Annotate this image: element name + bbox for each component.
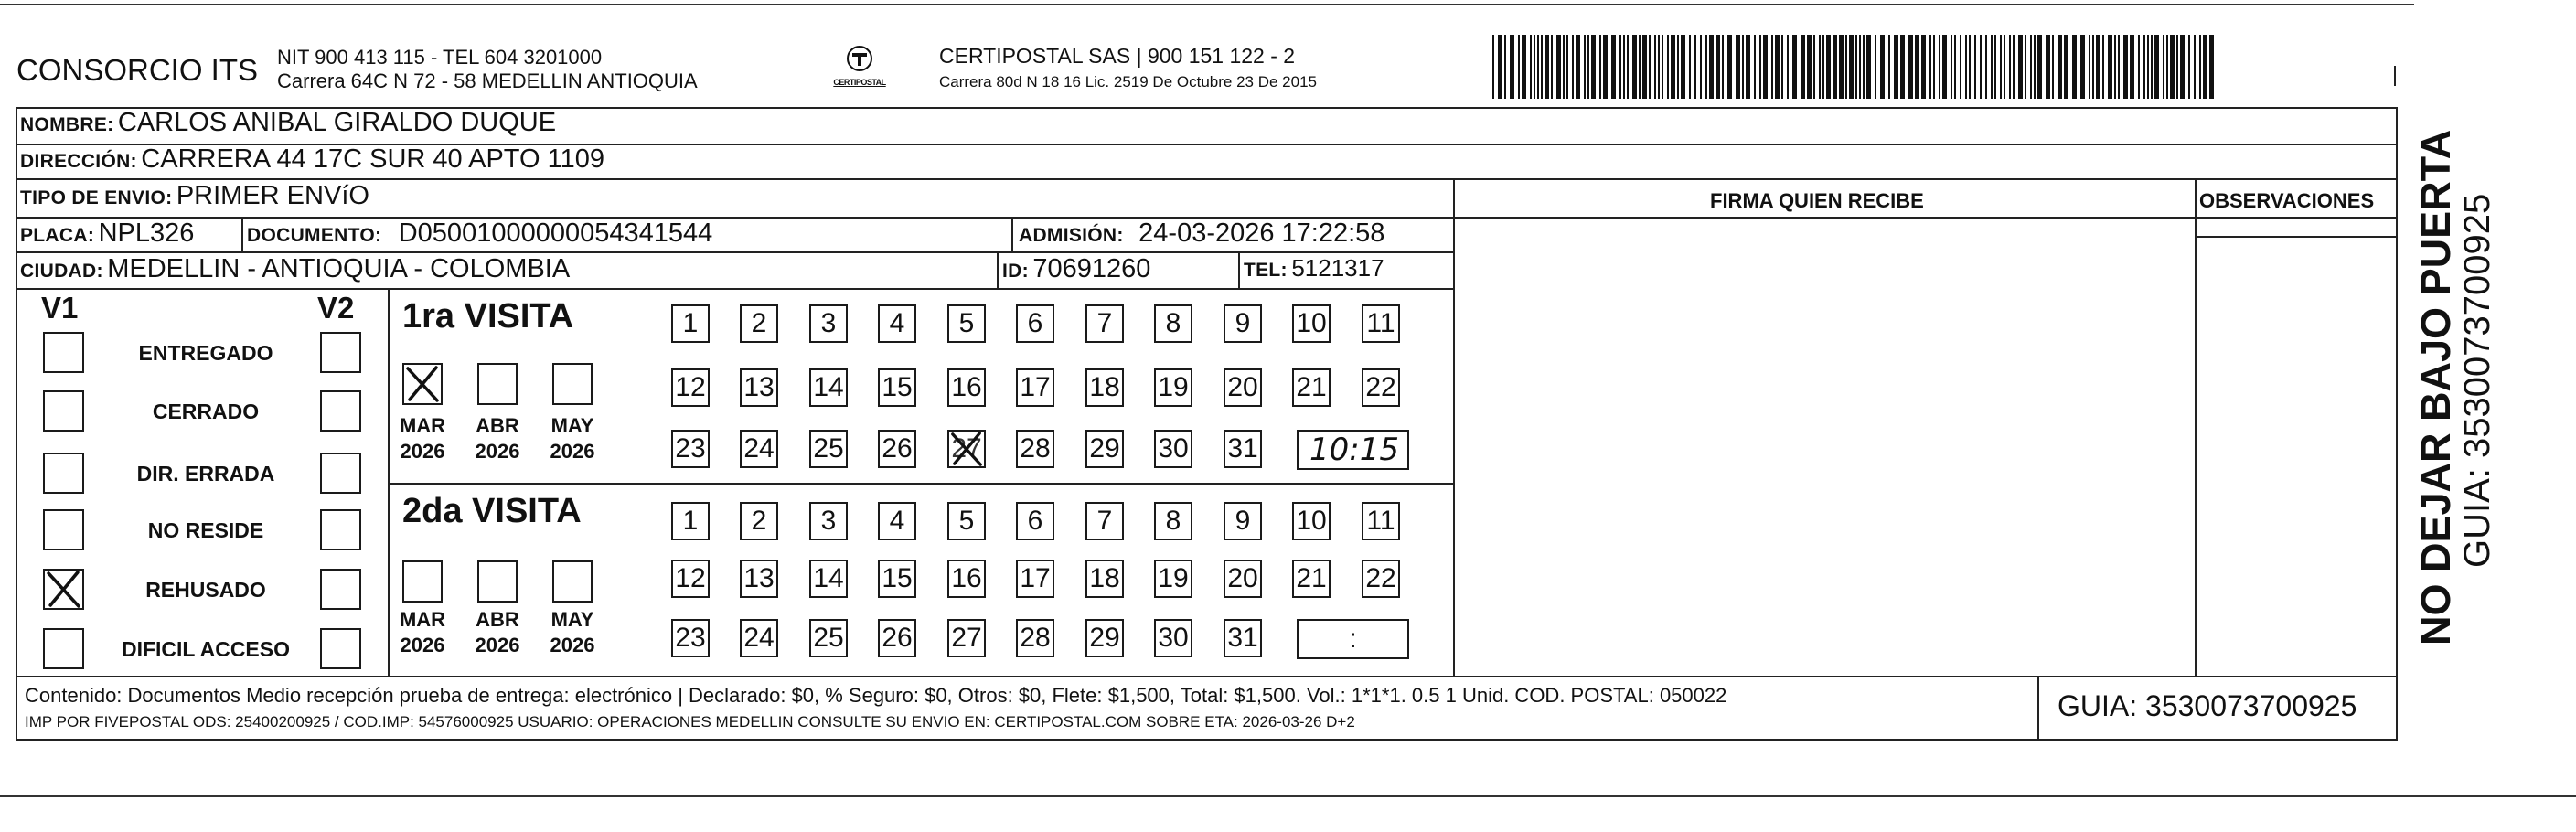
barcode-bar (1908, 35, 1913, 99)
tipo-label: TIPO DE ENVIO: (20, 187, 173, 208)
visit2-day-11[interactable]: 11 (1362, 502, 1400, 540)
visit2-day-3[interactable]: 3 (809, 502, 848, 540)
month-name: MAR (399, 414, 446, 437)
courier-line1: CERTIPOSTAL SAS | 900 151 122 - 2 (939, 44, 1296, 68)
v2-checkbox-no-reside[interactable] (320, 509, 361, 550)
barcode-bar (1951, 35, 1952, 99)
status-label-dir-errada: DIR. ERRADA (136, 462, 275, 485)
visit2-month-checkbox-may[interactable] (552, 560, 593, 603)
barcode-bar (2096, 35, 2100, 99)
visit2-day-28[interactable]: 28 (1016, 619, 1054, 657)
visit2-day-24[interactable]: 24 (740, 619, 778, 657)
barcode-bar (2058, 35, 2062, 99)
barcode-bar (1510, 35, 1514, 99)
barcode-bar (2147, 35, 2149, 99)
barcode-bar (2034, 35, 2036, 99)
barcode-bar (1781, 35, 1783, 99)
barcode-bar (2123, 35, 2128, 99)
top-border (0, 4, 2414, 5)
visit2-day-2[interactable]: 2 (740, 502, 778, 540)
visit1-day-8[interactable]: 8 (1154, 304, 1192, 343)
sender-company: CONSORCIO ITS (16, 53, 259, 87)
visit1-day-28[interactable]: 28 (1016, 430, 1054, 468)
visit1-day-18[interactable]: 18 (1085, 368, 1124, 407)
barcode-bar (2163, 35, 2164, 99)
documento-field (247, 219, 712, 249)
v1-checkbox-rehusado[interactable] (43, 569, 84, 610)
barcode-bar (1716, 35, 1720, 99)
barcode-bar (1921, 35, 1926, 99)
visit1-day-26[interactable]: 26 (878, 430, 916, 468)
barcode-bar (1771, 35, 1773, 99)
barcode-bar (1504, 35, 1506, 99)
barcode-bar (1960, 35, 1961, 99)
barcode-bar (1819, 35, 1821, 99)
visit1-day-5[interactable]: 5 (947, 304, 986, 343)
barcode-bar (1642, 35, 1647, 99)
barcode-bar (1649, 35, 1651, 99)
placa-label: PLACA: (20, 225, 95, 246)
side-title: NO DEJAR BAJO PUERTA (2412, 129, 2459, 645)
v1-checkbox-entregado[interactable] (43, 332, 84, 373)
barcode-bar (2151, 35, 2153, 99)
edge-mark (2394, 66, 2396, 86)
barcode-bar (2064, 35, 2068, 99)
barcode-bar (1787, 35, 1789, 99)
barcode-bar (1974, 35, 1976, 99)
barcode-bar (1518, 35, 1520, 99)
direccion-value: CARRERA 44 17C SUR 40 APTO 1109 (141, 144, 604, 174)
ciudad-label: CIUDAD: (20, 261, 103, 282)
barcode-bar (1754, 35, 1756, 99)
visit1-day-30[interactable]: 30 (1154, 430, 1192, 468)
id-value: 70691260 (1032, 254, 1151, 283)
month-year: 2026 (400, 634, 445, 656)
barcode-bar (1763, 35, 1768, 99)
nombre-value: CARLOS ANIBAL GIRALDO DUQUE (117, 108, 557, 137)
visit1-day-1[interactable]: 1 (671, 304, 710, 343)
month-year: 2026 (475, 440, 520, 463)
visit1-day-7[interactable]: 7 (1085, 304, 1124, 343)
barcode-bar (1530, 35, 1532, 99)
visit1-day-27[interactable] (947, 430, 986, 468)
visit2-day-21[interactable]: 21 (1292, 560, 1331, 598)
barcode-bar (1599, 35, 1601, 99)
visit2-day-27[interactable]: 27 (947, 619, 986, 657)
barcode-bar (1566, 35, 1568, 99)
barcode-bar (2004, 35, 2005, 99)
id-label: ID: (1002, 261, 1029, 282)
month-year: 2026 (400, 440, 445, 463)
barcode-bar (1587, 35, 1589, 99)
visit2-day-25[interactable]: 25 (809, 619, 848, 657)
footer-imp-line: IMP POR FIVEPOSTAL ODS: 25400200925 / COD.IMP: 54576000925 USUARIO: OPERACIONES MEDELLIN CONSULTE SU ENVIO EN: CERTIPOSTAL.COM SOBRE ETA: 2026-03-26 D+2 (25, 713, 1355, 731)
direccion-field (20, 144, 604, 175)
visit2-day-1[interactable]: 1 (671, 502, 710, 540)
barcode-bar (1498, 35, 1502, 99)
month-name: MAR (399, 608, 446, 631)
barcode-bar (2052, 35, 2054, 99)
barcode-bar (1619, 35, 1621, 99)
month-name: MAY (550, 608, 594, 631)
barcode-bar (1969, 35, 1971, 99)
nombre-field (20, 108, 556, 138)
visit2-day-16[interactable]: 16 (947, 560, 986, 598)
barcode-bar (2203, 35, 2207, 99)
v2-checkbox-dificil-acceso[interactable] (320, 628, 361, 669)
firma-header: FIRMA QUIEN RECIBE (1710, 189, 1924, 212)
barcode-bar (1933, 35, 1935, 99)
v2-checkbox-entregado[interactable] (320, 332, 361, 373)
barcode-bar (2080, 35, 2085, 99)
barcode-bar (1866, 35, 1871, 99)
visit2-day-19[interactable]: 19 (1154, 560, 1192, 598)
barcode-bar (2013, 35, 2015, 99)
barcode-bar (1623, 35, 1625, 99)
visit1-day-17[interactable]: 17 (1016, 368, 1054, 407)
sender-nit-line: NIT 900 413 115 - TEL 604 3201000 (277, 46, 603, 69)
id-field (1002, 254, 1150, 284)
barcode-bar (1556, 35, 1561, 99)
admision-field (1019, 219, 1384, 249)
status-label-entregado: ENTREGADO (138, 341, 273, 365)
direccion-label: DIRECCIÓN: (20, 151, 137, 172)
barcode-bar (1746, 35, 1750, 99)
visit1-day-29[interactable]: 29 (1085, 430, 1124, 468)
barcode-bar (1591, 35, 1596, 99)
visit2-month-checkbox-mar[interactable] (402, 560, 443, 603)
status-label-rehusado: REHUSADO (145, 578, 266, 602)
barcode-bar (1727, 35, 1732, 99)
visit1-month-checkbox-abr[interactable] (477, 363, 518, 405)
barcode-bar (1742, 35, 1744, 99)
tipo-value: PRIMER ENVíO (176, 181, 369, 210)
courier-line2: Carrera 80d N 18 16 Lic. 2519 De Octubre 23 De 2015 (939, 73, 1317, 91)
barcode-bar (1584, 35, 1586, 99)
v2-checkbox-rehusado[interactable] (320, 569, 361, 610)
visit1-day-15[interactable]: 15 (878, 368, 916, 407)
barcode-bar (1563, 35, 1565, 99)
observaciones-header: OBSERVACIONES (2199, 189, 2375, 212)
barcode-bar (2170, 35, 2175, 99)
visit1-title: 1ra VISITA (402, 297, 574, 336)
visit2-day-18[interactable]: 18 (1085, 560, 1124, 598)
side-guia: GUIA: 3530073700925 (2457, 193, 2497, 568)
visit1-month-label-abr (465, 413, 529, 464)
barcode-bar (1863, 35, 1865, 99)
x-mark-icon (404, 365, 441, 403)
barcode-bar (1705, 35, 1707, 99)
barcode-bar (1576, 35, 1580, 99)
tipo-field (20, 181, 369, 211)
barcode-bar (2118, 35, 2120, 99)
barcode-bar (2154, 35, 2159, 99)
visit1-day-4[interactable]: 4 (878, 304, 916, 343)
visit1-month-checkbox-may[interactable] (552, 363, 593, 405)
certipostal-logo (818, 44, 901, 99)
ciudad-value: MEDELLIN - ANTIOQUIA - COLOMBIA (107, 254, 571, 283)
v1-checkbox-no-reside[interactable] (43, 509, 84, 550)
barcode-bar (1658, 35, 1660, 99)
barcode-bar (1572, 35, 1574, 99)
barcode-bar (1522, 35, 1526, 99)
barcode-bar (2025, 35, 2026, 99)
barcode-bar (1534, 35, 1535, 99)
barcode-bar (1681, 35, 1685, 99)
barcode-bar (2143, 35, 2145, 99)
logo-emblem-icon (839, 44, 880, 73)
day-x-mark-icon (949, 432, 984, 466)
barcode-bar (1839, 35, 1844, 99)
admision-value: 24-03-2026 17:22:58 (1138, 219, 1385, 248)
barcode-bar (1627, 35, 1629, 99)
barcode-bar (2188, 35, 2190, 99)
visit2-day-14[interactable]: 14 (809, 560, 848, 598)
barcode-bar (1603, 35, 1608, 99)
visit2-day-7[interactable]: 7 (1085, 502, 1124, 540)
barcode-bar (1759, 35, 1761, 99)
visit2-day-26[interactable]: 26 (878, 619, 916, 657)
barcode-bar (1849, 35, 1854, 99)
tel-label: TEL: (1244, 260, 1288, 281)
barcode-bar (2018, 35, 2023, 99)
visit2-hour-box[interactable]: : (1297, 619, 1409, 659)
visit1-day-9[interactable]: 9 (1224, 304, 1262, 343)
nombre-label: NOMBRE: (20, 114, 114, 135)
month-year: 2026 (550, 440, 595, 463)
barcode-bar (1671, 35, 1675, 99)
visit2-month-label-mar (390, 607, 454, 658)
barcode-bar (1632, 35, 1637, 99)
visit1-day-10[interactable]: 10 (1292, 304, 1331, 343)
documento-label: DOCUMENTO: (247, 225, 382, 246)
visit2-month-label-abr (465, 607, 529, 658)
admision-label: ADMISIÓN: (1019, 225, 1124, 246)
barcode-bar (1662, 35, 1663, 99)
barcode-bar (2037, 35, 2042, 99)
visit1-day-31[interactable]: 31 (1224, 430, 1262, 468)
barcode-bar (1991, 35, 1993, 99)
barcode-bar (2138, 35, 2140, 99)
v2-header: V2 (317, 291, 355, 325)
visit1-day-12[interactable]: 12 (671, 368, 710, 407)
barcode-bar (1900, 35, 1905, 99)
tel-value: 5121317 (1291, 254, 1384, 282)
form-frame (16, 107, 2398, 741)
barcode-bar (1537, 35, 1539, 99)
v1-checkbox-dificil-acceso[interactable] (43, 628, 84, 669)
barcode-bar (1709, 35, 1714, 99)
visit2-day-9[interactable]: 9 (1224, 502, 1262, 540)
visit2-day-13[interactable]: 13 (740, 560, 778, 598)
barcode-bar (1826, 35, 1831, 99)
v1-checkbox-dir-errada[interactable] (43, 453, 84, 494)
barcode-bar (1822, 35, 1824, 99)
barcode-bar (1700, 35, 1702, 99)
visit1-day-3[interactable]: 3 (809, 304, 848, 343)
barcode-bar (1915, 35, 1919, 99)
barcode-bar (2114, 35, 2116, 99)
visit2-day-17[interactable]: 17 (1016, 560, 1054, 598)
visit1-day-2[interactable]: 2 (740, 304, 778, 343)
barcode-bar (1894, 35, 1898, 99)
barcode-bar (1551, 35, 1553, 99)
visit1-month-checkbox-mar[interactable] (402, 363, 443, 405)
visit2-title: 2da VISITA (402, 492, 582, 530)
visit2-day-23[interactable]: 23 (671, 619, 710, 657)
visit2-day-15[interactable]: 15 (878, 560, 916, 598)
visit2-day-29[interactable]: 29 (1085, 619, 1124, 657)
v1-checkbox-cerrado[interactable] (43, 390, 84, 432)
barcode-bar (1639, 35, 1641, 99)
barcode-bar (1939, 35, 1940, 99)
visit2-day-5[interactable]: 5 (947, 502, 986, 540)
visit2-day-30[interactable]: 30 (1154, 619, 1192, 657)
month-year: 2026 (550, 634, 595, 656)
barcode-bar (2009, 35, 2011, 99)
visit1-month-label-may (540, 413, 604, 464)
barcode-bar (2072, 35, 2077, 99)
logo-text: CERTIPOSTAL (833, 78, 886, 87)
barcode-bar (2089, 35, 2090, 99)
month-year: 2026 (475, 634, 520, 656)
visit1-day-24[interactable]: 24 (740, 430, 778, 468)
visit1-day-20[interactable]: 20 (1224, 368, 1262, 407)
barcode-bar (2166, 35, 2168, 99)
visit2-day-22[interactable]: 22 (1362, 560, 1400, 598)
barcode-bar (1859, 35, 1861, 99)
barcode-bar (1875, 35, 1876, 99)
barcode-bar (1855, 35, 1857, 99)
day-number: 27 (951, 433, 982, 464)
visit1-day-16[interactable]: 16 (947, 368, 986, 407)
v1-header: V1 (41, 291, 79, 325)
barcode-bar (1954, 35, 1956, 99)
barcode-bar (1654, 35, 1656, 99)
sender-address-line: Carrera 64C N 72 - 58 MEDELLIN ANTIOQUIA (277, 69, 698, 92)
barcode-bar (2108, 35, 2112, 99)
visit1-day-22[interactable]: 22 (1362, 368, 1400, 407)
visit2-day-6[interactable]: 6 (1016, 502, 1054, 540)
barcode-bar (1813, 35, 1815, 99)
barcode-bar (2046, 35, 2050, 99)
visit1-month-label-mar (390, 413, 454, 464)
visit2-day-31[interactable]: 31 (1224, 619, 1262, 657)
v2-checkbox-dir-errada[interactable] (320, 453, 361, 494)
visit1-day-13[interactable]: 13 (740, 368, 778, 407)
visit2-day-10[interactable]: 10 (1292, 502, 1331, 540)
visit1-hour-box[interactable]: 10:15 (1297, 430, 1409, 470)
visit1-day-11[interactable]: 11 (1362, 304, 1400, 343)
barcode-bar (2130, 35, 2134, 99)
placa-value: NPL326 (98, 219, 195, 248)
documento-value: D05001000000054341544 (398, 219, 713, 248)
barcode-bar (1677, 35, 1679, 99)
barcode-bar (1722, 35, 1724, 99)
barcode-bar (1807, 35, 1812, 99)
barcode-bar (1880, 35, 1885, 99)
barcode-bar (2030, 35, 2032, 99)
footer-guia: GUIA: 3530073700925 (2058, 689, 2357, 722)
barcode-bar (1965, 35, 1967, 99)
placa-field (20, 219, 194, 249)
barcode-bar (1736, 35, 1740, 99)
status-label-cerrado: CERRADO (152, 400, 260, 423)
barcode-bar (2176, 35, 2178, 99)
barcode-bar (2102, 35, 2104, 99)
barcode-bar (1845, 35, 1847, 99)
barcode (1492, 35, 2224, 99)
barcode-bar (2194, 35, 2196, 99)
barcode-bar (1492, 35, 1494, 99)
barcode-bar (1541, 35, 1543, 99)
month-name: ABR (476, 414, 519, 437)
visit2-day-4[interactable]: 4 (878, 502, 916, 540)
barcode-bar (1888, 35, 1890, 99)
visit1-day-14[interactable]: 14 (809, 368, 848, 407)
barcode-bar (2180, 35, 2185, 99)
barcode-bar (2199, 35, 2201, 99)
status-label-dificil-acceso: DIFICIL ACCESO (121, 637, 290, 661)
visit2-day-12[interactable]: 12 (671, 560, 710, 598)
visit1-day-6[interactable]: 6 (1016, 304, 1054, 343)
visit2-month-checkbox-abr[interactable] (477, 560, 518, 603)
month-name: ABR (476, 608, 519, 631)
visit2-day-8[interactable]: 8 (1154, 502, 1192, 540)
barcode-bar (1801, 35, 1805, 99)
tel-field (1244, 254, 1384, 283)
visit2-day-20[interactable]: 20 (1224, 560, 1262, 598)
barcode-bar (1942, 35, 1947, 99)
footer-content-line: Contenido: Documentos Medio recepción prueba de entrega: electrónico | Declarado: $0, % Seguro: $0, Otros: $0, Flete: $1,500, Total: $1,500. Vol.: 1*1*1. 0.5 1 Unid. COD. POSTAL: 050022 (25, 684, 1727, 707)
barcode-bar (1694, 35, 1696, 99)
barcode-bar (1667, 35, 1669, 99)
barcode-bar (2000, 35, 2002, 99)
barcode-bar (1775, 35, 1780, 99)
visit1-day-25[interactable]: 25 (809, 430, 848, 468)
visit2-month-label-may (540, 607, 604, 658)
barcode-bar (1689, 35, 1691, 99)
x-mark-icon (45, 571, 82, 608)
barcode-bar (2209, 35, 2214, 99)
barcode-bar (1545, 35, 1549, 99)
barcode-bar (1833, 35, 1837, 99)
ciudad-field (20, 254, 570, 284)
barcode-bar (1611, 35, 1616, 99)
barcode-bar (1980, 35, 1982, 99)
v2-checkbox-cerrado[interactable] (320, 390, 361, 432)
barcode-bar (2092, 35, 2094, 99)
barcode-bar (1985, 35, 1987, 99)
barcode-bar (1929, 35, 1931, 99)
visit1-day-23[interactable]: 23 (671, 430, 710, 468)
barcode-bar (1792, 35, 1797, 99)
barcode-bar (1994, 35, 1996, 99)
visit1-day-21[interactable]: 21 (1292, 368, 1331, 407)
status-label-no-reside: NO RESIDE (147, 518, 264, 542)
visit1-day-19[interactable]: 19 (1154, 368, 1192, 407)
bottom-border (0, 795, 2576, 797)
month-name: MAY (550, 414, 594, 437)
